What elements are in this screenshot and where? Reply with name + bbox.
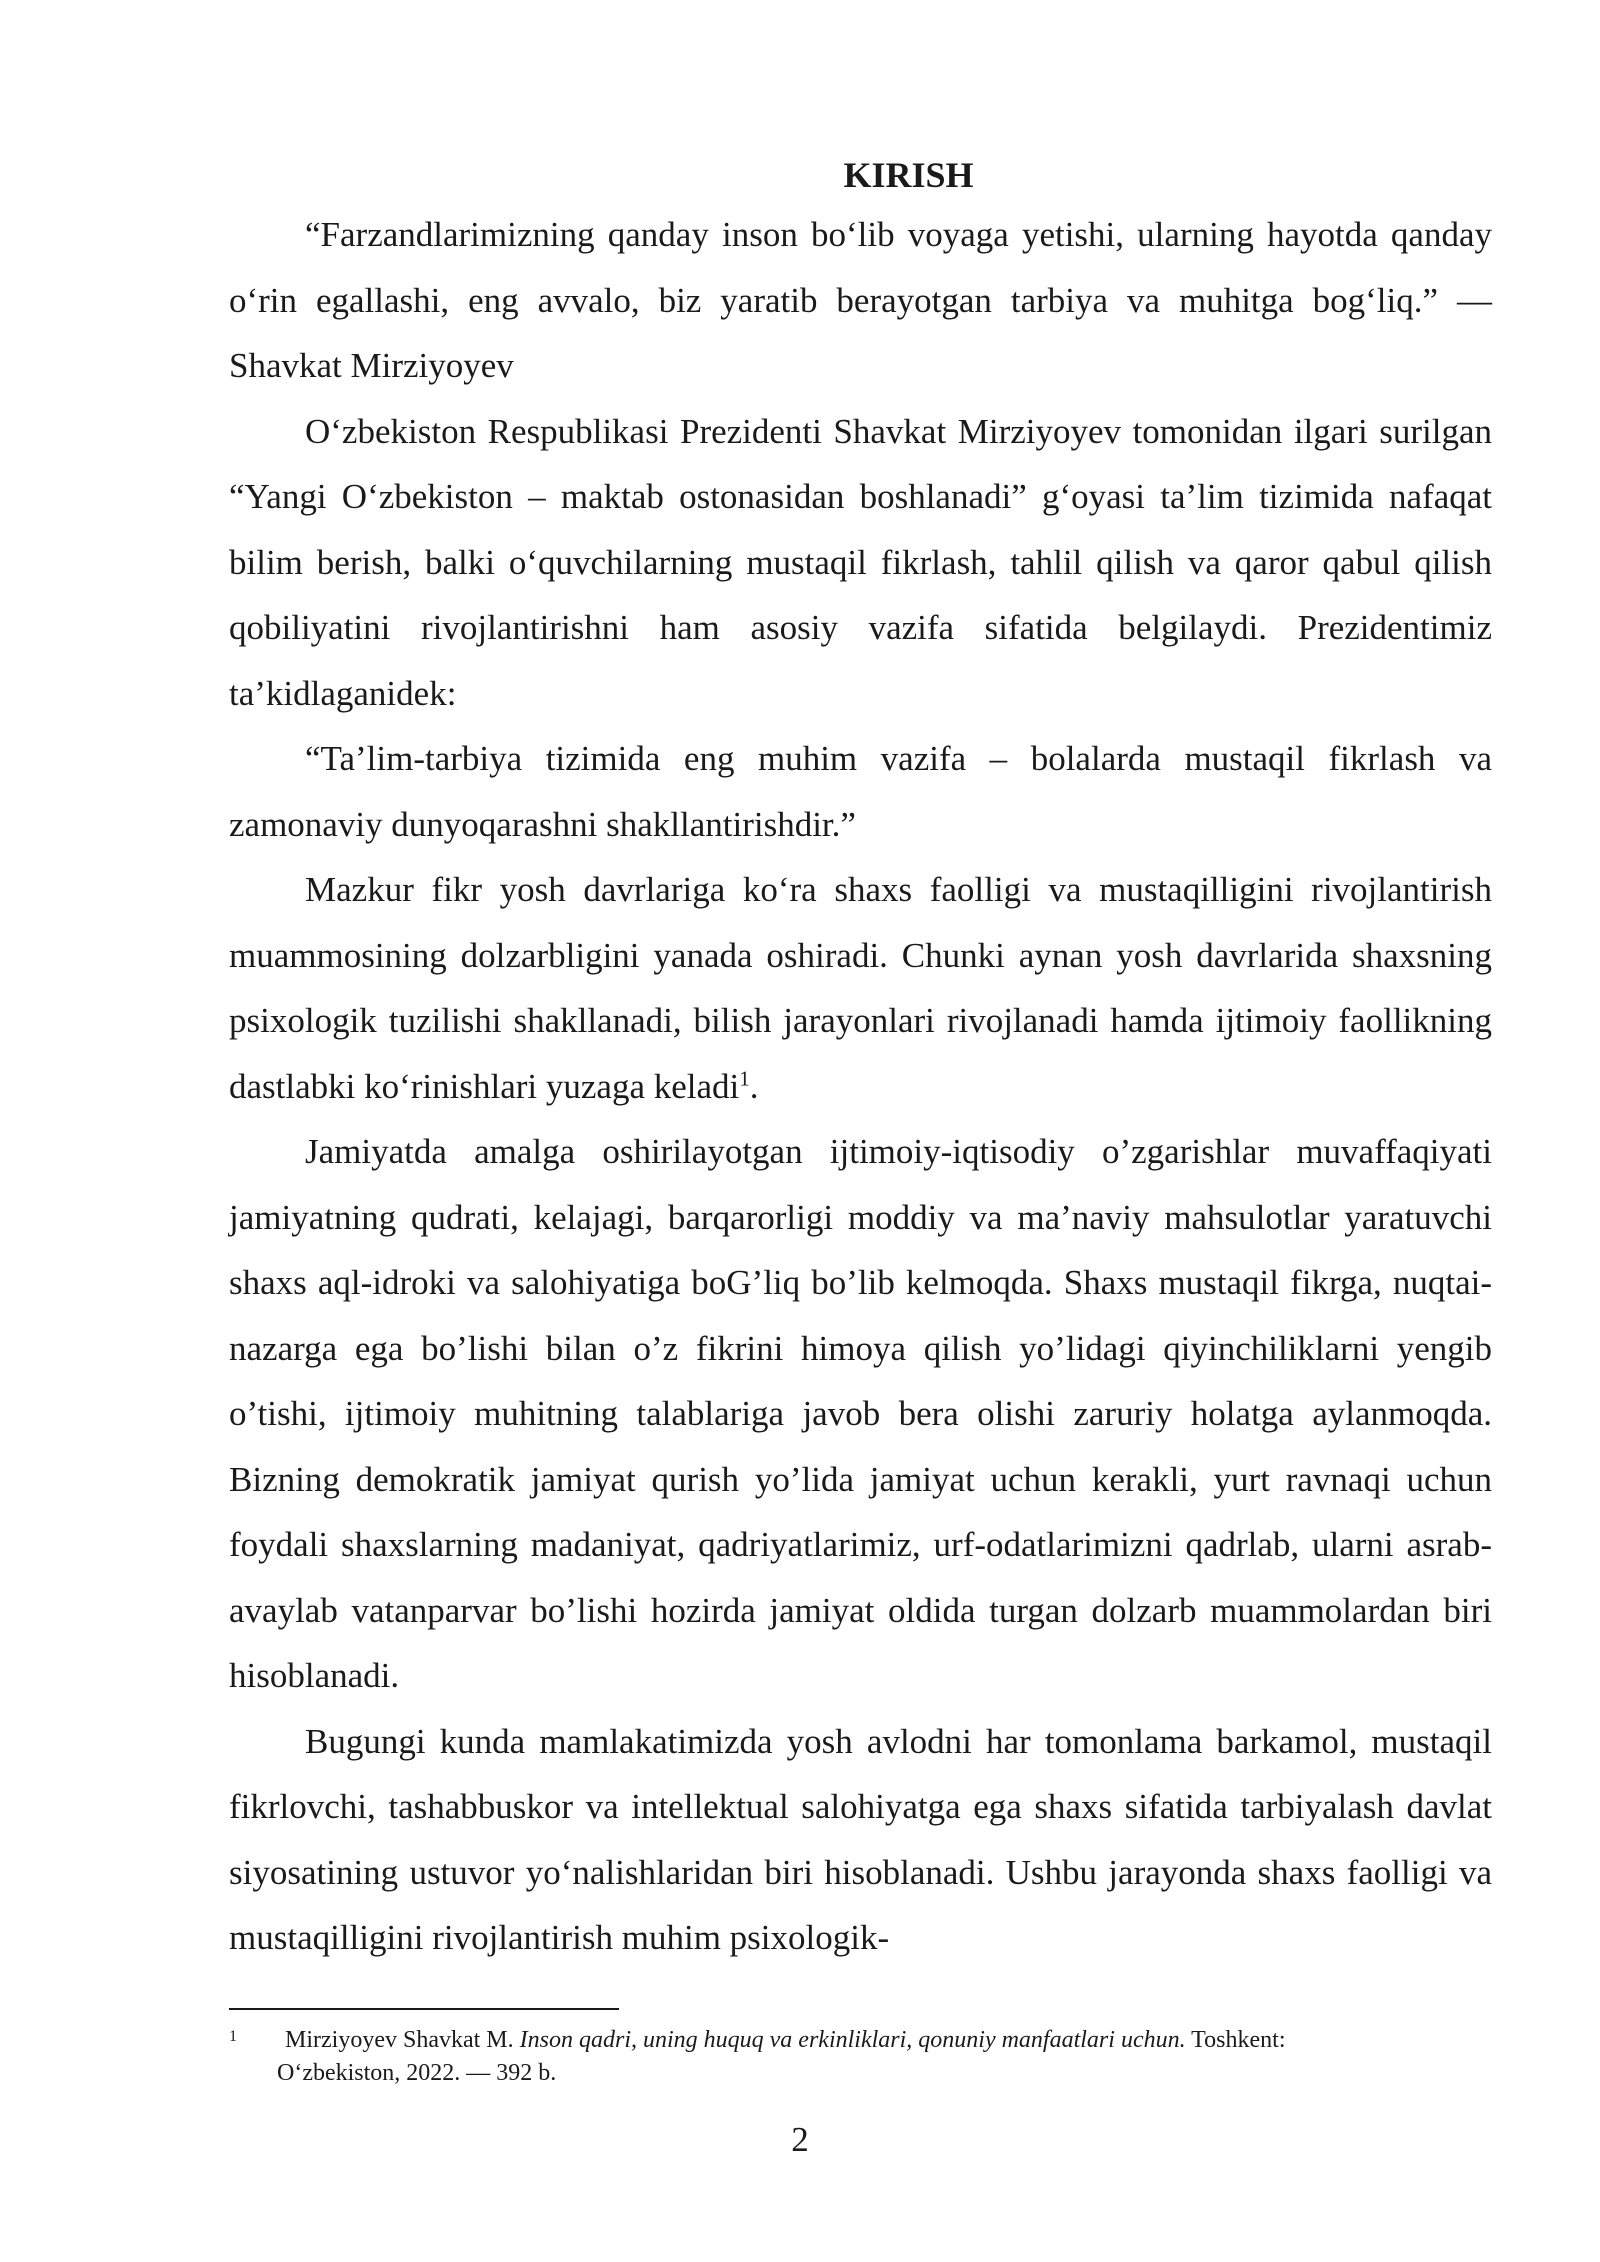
footnote-reference[interactable]: 1 [739, 1065, 750, 1090]
footnote-separator [229, 2008, 619, 2010]
footnote [229, 2024, 1492, 2090]
paragraph-society: Jamiyatda amalga oshirilayotgan ijtimoiy-iqtisodiy o’zgarishlar muvaffaqiyati jamiyatning qudrati, kelajagi, barqarorligi moddiy va ma’naviy mahsulotlar yaratuvchi shaxs aql-idroki va salohiyatiga boG’liq bo’lib kelmoqda. Shaxs mustaqil fikrga, nuqtai-nazarga ega bo’lishi bilan o’z fikrini himoya qilish yo’lidagi qiyinchiliklarni yengib o’tishi, ijtimoiy muhitning talablariga javob bera olishi zaruriy holatga aylanmoqda. Bizning demokratik jamiyat qurish yo’lida jamiyat uchun kerakli, yurt ravnaqi uchun foydali shaxslarning madaniyat, qadriyatlarimiz, urf-odatlarimizni qadrlab, ularni asrab-avaylab vatanparvar bo’lishi hozirda jamiyat oldida turgan dolzarb muammolardan biri hisoblanadi. [229, 1132, 1492, 1695]
paragraph-idea: O‘zbekiston Respublikasi Prezidenti Shavkat Mirziyoyev tomonidan ilgari surilgan “Yangi O‘zbekiston – maktab ostonasidan boshlanadi” g‘oyasi ta’lim tizimida nafaqat bilim berish, balki o‘quvchilarning mustaqil fikrlash, tahlil qilish va qaror qabul qilish qobiliyatini rivojlantirishni ham asosiy vazifa sifatida belgilaydi. Prezidentimiz ta’kidlaganidek: [229, 411, 1492, 713]
footnote-publisher: Toshkent: [1191, 2027, 1286, 2053]
paragraph-epigraph: “Farzandlarimizning qanday inson bo‘lib voyaga yetishi, ularning hayotda qanday o‘rin egallashi, eng avvalo, biz yaratib berayotgan tarbiya va muhitga bog‘liq.” — Shavkat Mirziyoyev [229, 215, 1492, 385]
document-body [229, 148, 1492, 1971]
paragraph-relevance-text: Mazkur fikr yosh davrlariga ko‘ra shaxs faolligi va mustaqilligini rivojlantirish muammosining dolzarbligini yanada oshiradi. Chunki aynan yosh davrlarida shaxsning psixologik tuzilishi shakllanadi, bilish jarayonlari rivojlanadi hamda ijtimoiy faollikning dastlabki ko‘rinishlari yuzaga keladi [229, 870, 1492, 1106]
footnote-author: Mirziyoyev Shavkat M. [285, 2027, 514, 2053]
footnote-text [277, 2024, 1492, 2090]
page-title: KIRISH [843, 155, 974, 195]
paragraph-relevance-end: . [749, 1066, 759, 1106]
footnote-title: Inson qadri, uning huquq va erkinliklari, qonuniy manfaatlari uchun. [519, 2027, 1186, 2053]
footnote-publisher-details: O‘zbekiston, 2022. — 392 b. [277, 2060, 557, 2086]
footnote-number: 1 [229, 2028, 237, 2045]
page-number: 2 [791, 2120, 809, 2159]
paragraph-today: Bugungi kunda mamlakatimizda yosh avlodni har tomonlama barkamol, mustaqil fikrlovchi, tashabbuskor va intellektual salohiyatga ega shaxs sifatida tarbiyalash davlat siyosatining ustuvor yo‘nalishlaridan biri hisoblanadi. Ushbu jarayonda shaxs faolligi va mustaqilligini rivojlantirish muhim psixologik- [229, 1721, 1492, 1957]
paragraph-quote: “Ta’lim-tarbiya tizimida eng muhim vazifa – bolalarda mustaqil fikrlash va zamonaviy dunyoqarashni shakllantirishdir.” [229, 739, 1492, 844]
paragraph-relevance [229, 857, 1492, 1119]
